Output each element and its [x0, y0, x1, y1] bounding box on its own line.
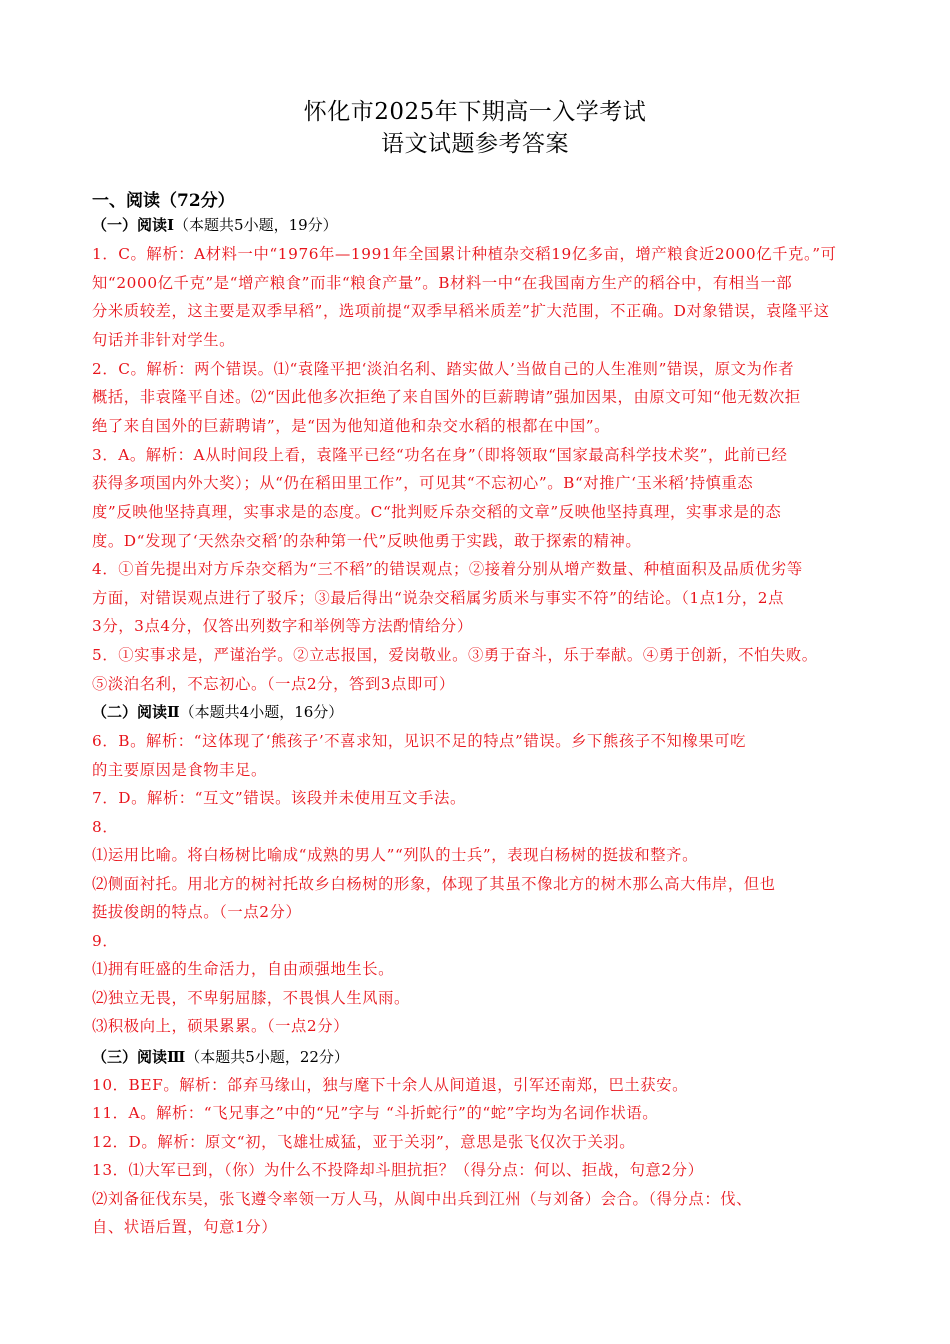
answer-line: 8．	[92, 818, 119, 836]
part1-heading	[92, 214, 338, 235]
part2-label: （二）阅读Ⅱ	[92, 703, 180, 721]
answer-line: 2．C。解析：两个错误。⑴“袁隆平把‘淡泊名利、踏实做人’当做自己的人生准则”错误，原文为作者	[92, 360, 795, 378]
answer-line: 知“2000亿千克”是“增产粮食”而非“粮食产量”。B材料一中“在我国南方生产的稻谷中，有相当一部	[92, 274, 793, 292]
part2-heading	[92, 701, 343, 722]
answer-line: 分米质较差，这主要是双季早稻”，选项前提“双季早稻米质差”扩大范围，不正确。D对象错误，袁隆平这	[92, 302, 830, 320]
section-heading-reading: 一、阅读（72分）	[92, 191, 235, 211]
answer-line: 9．	[92, 932, 119, 950]
part1-note: （本题共5小题，19分）	[174, 216, 338, 234]
answer-line: ⑴拥有旺盛的生命活力，自由顽强地生长。	[92, 960, 395, 978]
answer-line: ⑶积极向上，硕果累累。（一点2分）	[92, 1017, 350, 1035]
answer-line: 挺拔俊朗的特点。（一点2分）	[92, 903, 302, 921]
answer-line: 5．①实事求是，严谨治学。②立志报国，爱岗敬业。③勇于奋斗，乐于奉献。④勇于创新，不怕失败。	[92, 646, 818, 664]
answer-line: 的主要原因是食物丰足。	[92, 761, 267, 779]
answer-line: 10．BEF。解析：郃弃马缘山，独与麾下十余人从间道退，引军还南郑，巴土获安。	[92, 1076, 688, 1094]
answer-line: 句话并非针对学生。	[92, 331, 236, 349]
answer-line: 概括，非袁隆平自述。⑵“因此他多次拒绝了来自国外的巨薪聘请”强加因果，由原文可知“他无数次拒	[92, 388, 801, 406]
answer-line: 11．A。解析：“飞兄事之”中的“兄”字与 “斗折蛇行”的“蛇”字均为名词作状语。	[92, 1104, 659, 1122]
answer-line: 3．A。解析：A从时间段上看，袁隆平已经“功名在身”（即将领取“国家最高科学技术奖”，此前已经	[92, 446, 788, 464]
answer-line: ⑵刘备征伐东吴，张飞遵令率领一万人马，从阆中出兵到江州（与刘备）会合。（得分点：伐、	[92, 1190, 753, 1208]
answer-line: 获得多项国内外大奖）；从“仍在稻田里工作”，可见其“不忘初心”。B“对推广‘玉米稻’持慎重态	[92, 474, 754, 492]
part3-note: （本题共5小题，22分）	[185, 1048, 349, 1066]
answer-line: 12．D。解析：原文“初，飞雄壮威猛，亚于关羽”，意思是张飞仅次于关羽。	[92, 1133, 636, 1151]
page-subtitle: 语文试题参考答案	[381, 131, 569, 157]
answer-line: ⑤淡泊名利，不忘初心。（一点2分，答到3点即可）	[92, 675, 455, 693]
answer-line: 3分，3点4分，仅答出列数字和举例等方法酌情给分）	[92, 617, 473, 635]
part3-label: （三）阅读Ⅲ	[92, 1048, 186, 1066]
answer-line: 度。D“发现了‘天然杂交稻’的杂种第一代”反映他勇于实践，敢于探索的精神。	[92, 532, 642, 550]
part1-label: （一）阅读Ⅰ	[92, 216, 175, 234]
answer-line: 13．⑴大军已到，（你）为什么不投降却斗胆抗拒？（得分点：何以、拒战，句意2分）	[92, 1161, 704, 1179]
answer-line: 绝了来自国外的巨薪聘请”，是“因为他知道他和杂交水稻的根都在中国”。	[92, 417, 611, 435]
page-title: 怀化市2025年下期高一入学考试	[303, 99, 647, 125]
answer-line: ⑵独立无畏，不卑躬屈膝，不畏惧人生风雨。	[92, 989, 410, 1007]
part3-heading	[92, 1046, 349, 1067]
answer-line: 1．C。解析：A材料一中“1976年—1991年全国累计种植杂交稻19亿多亩，增产粮食近2000亿千克。”可	[92, 245, 837, 263]
part2-note: （本题共4小题，16分）	[179, 703, 344, 721]
answer-line: 4．①首先提出对方斥杂交稻为“三不稻”的错误观点；②接着分别从增产数量、种植面积及品质优劣等	[92, 560, 803, 578]
answer-line: 6．B。解析：“这体现了‘熊孩子’不喜求知，见识不足的特点”错误。乡下熊孩子不知橡果可吃	[92, 732, 747, 750]
answer-line: 自、状语后置，句意1分）	[92, 1218, 278, 1236]
answer-line: ⑴运用比喻。将白杨树比喻成“成熟的男人”“列队的士兵”，表现白杨树的挺拔和整齐。	[92, 846, 698, 864]
answer-line: 7．D。解析：“互文”错误。该段并未使用互文手法。	[92, 789, 466, 807]
answer-line: 度”反映他坚持真理，实事求是的态度。C“批判贬斥杂交稻的文章”反映他坚持真理，实事求是的态	[92, 503, 782, 521]
answer-line: 方面，对错误观点进行了驳斥；③最后得出“说杂交稻属劣质米与事实不符”的结论。（1点1分，2点	[92, 589, 784, 607]
answer-line: ⑵侧面衬托。用北方的树衬托故乡白杨树的形象，体现了其虽不像北方的树木那么高大伟岸，但也	[92, 875, 776, 893]
